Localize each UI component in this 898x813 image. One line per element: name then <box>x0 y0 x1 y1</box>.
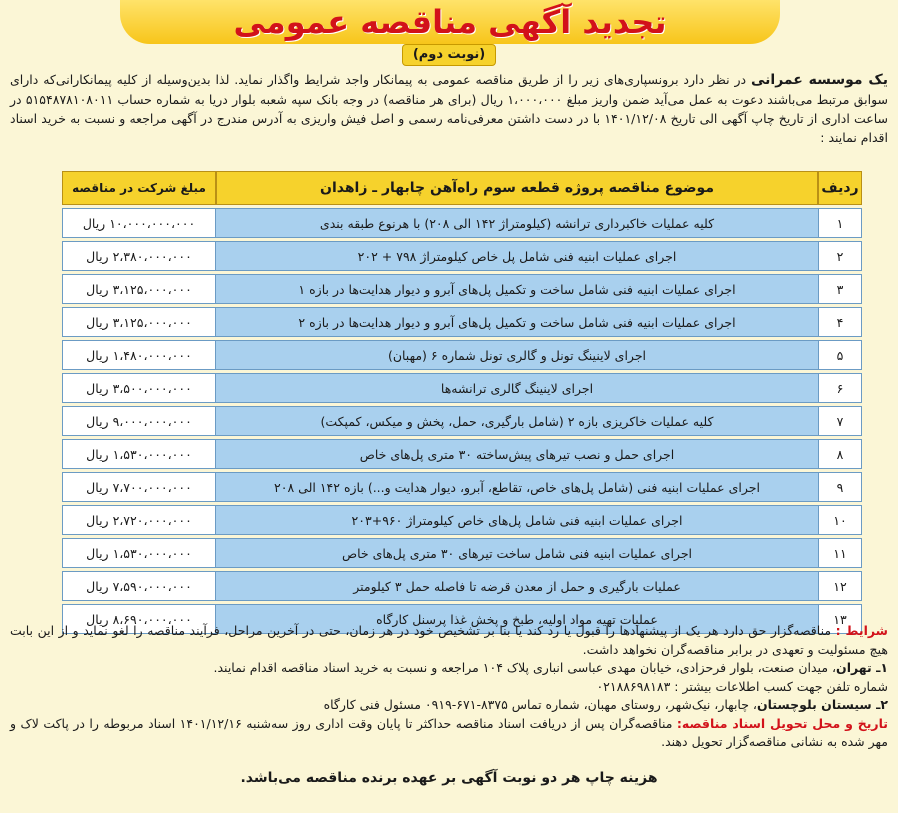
row-amount: ۱۰،۰۰۰،۰۰۰،۰۰۰ ریال <box>62 208 216 238</box>
column-header-subject: موضوع مناقصه پروژه قطعه سوم راه‌آهن چابهار ـ زاهدان <box>216 171 818 205</box>
sistan-label: ۲ـ سیستان بلوچستان <box>756 697 888 712</box>
row-subject: عملیات بارگیری و حمل از معدن قرضه تا فاصله حمل ۳ کیلومتر <box>216 571 818 601</box>
row-subject: اجرای لاینینگ گالری ترانشه‌ها <box>216 373 818 403</box>
row-subject: کلیه عملیات خاکبرداری ترانشه (کیلومتراژ ۱۴۲ الی ۲۰۸) با هرنوع طبقه بندی <box>216 208 818 238</box>
row-subject: اجرای عملیات ابنیه فنی شامل پل‌های خاص کیلومتراژ ۹۶۰+۲۰۳ <box>216 505 818 535</box>
delivery-paragraph <box>10 715 888 752</box>
row-subject: کلیه عملیات خاکریزی بازه ۲ (شامل بارگیری، حمل، پخش و میکس، کمپکت) <box>216 406 818 436</box>
row-amount: ۲،۷۲۰،۰۰۰،۰۰۰ ریال <box>62 505 216 535</box>
table-header-row <box>62 171 862 205</box>
row-number: ۲ <box>818 241 862 271</box>
table-row <box>62 241 862 271</box>
row-subject: اجرای لاینینگ تونل و گالری تونل شماره ۶ (مهبان) <box>216 340 818 370</box>
table-row <box>62 538 862 568</box>
row-amount: ۱،۵۳۰،۰۰۰،۰۰۰ ریال <box>62 439 216 469</box>
row-amount: ۳،۱۲۵،۰۰۰،۰۰۰ ریال <box>62 274 216 304</box>
table-row <box>62 439 862 469</box>
phone-line: شماره تلفن جهت کسب اطلاعات بیشتر : ۰۲۱۸۸۶۹۸۱۸۳ <box>596 678 888 694</box>
table-row <box>62 571 862 601</box>
conditions-label: شرایط : <box>835 623 888 638</box>
row-subject: عملیات تهیه مواد اولیه، طبخ و پخش غذا پرسنل کارگاه <box>216 604 818 634</box>
row-number: ۱۲ <box>818 571 862 601</box>
row-number: ۱۰ <box>818 505 862 535</box>
intro-paragraph <box>10 70 888 147</box>
row-amount: ۸،۶۹۰،۰۰۰،۰۰۰ ریال <box>62 604 216 634</box>
row-subject: اجرای عملیات ابنیه فنی شامل ساخت و تکمیل پل‌های آبرو و دیوار هدایت‌ها در بازه ۱ <box>216 274 818 304</box>
table-row <box>62 208 862 238</box>
row-number: ۶ <box>818 373 862 403</box>
row-number: ۸ <box>818 439 862 469</box>
row-amount: ۳،۵۰۰،۰۰۰،۰۰۰ ریال <box>62 373 216 403</box>
table-row <box>62 307 862 337</box>
footer-note: هزینه چاپ هر دو نوبت آگهی بر عهده برنده مناقصه می‌باشد. <box>240 770 658 786</box>
row-number: ۱۱ <box>818 538 862 568</box>
row-amount: ۷،۷۰۰،۰۰۰،۰۰۰ ریال <box>62 472 216 502</box>
row-number: ۱۳ <box>818 604 862 634</box>
row-subject: اجرای عملیات ابنیه فنی شامل پل خاص کیلومتراژ ۷۹۸ + ۲۰۲ <box>216 241 818 271</box>
row-number: ۳ <box>818 274 862 304</box>
delivery-label: تاریخ و محل تحویل اسناد مناقصه: <box>676 715 888 731</box>
conditions-text: مناقصه‌گزار حق دارد هر یک از پیشنهادها را قبول یا رد کند یا بنا بر تشخیص خود در هر زمان، حتی در آخرین مراحل، فرآیند مناقصه را لغو نماید و از این بابت هیچ مسئولیت و تعهدی در برابر مناقصه‌گران نخواهد داشت. <box>10 623 888 657</box>
tehran-label: ۱ـ تهران <box>836 660 888 675</box>
row-subject: اجرای عملیات ابنیه فنی شامل ساخت و تکمیل پل‌های آبرو و دیوار هدایت‌ها در بازه ۲ <box>216 307 818 337</box>
notice-title: تجدید آگهی مناقصه عمومی <box>233 3 667 41</box>
column-header-amount: مبلغ شرکت در مناقصه <box>62 171 216 205</box>
table-row <box>62 406 862 436</box>
row-number: ۹ <box>818 472 862 502</box>
table-row <box>62 472 862 502</box>
conditions-section <box>10 622 888 752</box>
table-row <box>62 340 862 370</box>
intro-text: در نظر دارد برونسپاری‌های زیر را از طریق مناقصه عمومی به پیمانکار واجد شرایط واگذار نماید. لذا بدین‌وسیله از کلیه پیمانکارانی‌که دارای سوابق مرتبط می‌باشند دعوت به عمل می‌آید ضمن واریز مبلغ ۱،۰۰۰،۰۰۰ ریال (برای هر مناقصه) در وجه بانک سپه شعبه بلوار دریا به شماره حساب ۵۱۵۴۸۷۸۱۰۸۰۱۱ در ساعت اداری از تاریخ چاپ آگهی الی تاریخ ۱۴۰۱/۱۲/۰۸ با در دست داشتن معرفی‌نامه رسمی و اصل فیش واریزی به آدرس مندرج در آگهی مراجعه و نسبت به خرید اسناد اقدام نمایند : <box>10 72 889 145</box>
row-number: ۵ <box>818 340 862 370</box>
row-amount: ۱،۵۳۰،۰۰۰،۰۰۰ ریال <box>62 538 216 568</box>
column-header-no: ردیف <box>818 171 862 205</box>
conditions-paragraph <box>10 622 888 659</box>
row-amount: ۷،۵۹۰،۰۰۰،۰۰۰ ریال <box>62 571 216 601</box>
round-badge: (نوبت دوم) <box>402 44 496 66</box>
organization-name: یک موسسه عمرانی <box>750 72 888 88</box>
table-row <box>62 505 862 535</box>
row-amount: ۳،۱۲۵،۰۰۰،۰۰۰ ریال <box>62 307 216 337</box>
title-banner <box>120 0 780 44</box>
sistan-text: ، چابهار، نیک‌شهر، روستای مهبان، شماره تماس ۸۳۷۵-۶۷۱-۰۹۱۹ مسئول فنی کارگاه <box>323 697 757 712</box>
row-amount: ۹،۰۰۰،۰۰۰،۰۰۰ ریال <box>62 406 216 436</box>
tehran-address <box>10 659 888 678</box>
row-subject: اجرای عملیات ابنیه فنی (شامل پل‌های خاص، تقاطع، آبرو، دیوار هدایت و...) بازه ۱۴۲ الی ۲۰۸ <box>216 472 818 502</box>
row-amount: ۱،۴۸۰،۰۰۰،۰۰۰ ریال <box>62 340 216 370</box>
row-subject: اجرای عملیات ابنیه فنی شامل ساخت تیرهای ۳۰ متری پل‌های خاص <box>216 538 818 568</box>
table-row <box>62 274 862 304</box>
row-subject: اجرای حمل و نصب تیرهای پیش‌ساخته ۳۰ متری پل‌های خاص <box>216 439 818 469</box>
delivery-text: مناقصه‌گران پس از دریافت اسناد مناقصه حداکثر تا پایان وقت اداری روز سه‌شنبه ۱۴۰۱/۱۲/۱۶ اسناد مربوطه را در پاکت لاک و مهر شده به نشانی مناقصه‌گزار تحویل دهند. <box>10 715 888 749</box>
table-row <box>62 373 862 403</box>
row-number: ۴ <box>818 307 862 337</box>
row-number: ۱ <box>818 208 862 238</box>
tehran-text: ، میدان صنعت، بلوار فرحزادی، خیابان مهدی عباسی انباری پلاک ۱۰۴ مراجعه و نسبت به خرید اسناد مناقصه اقدام نمایند. <box>213 660 837 675</box>
row-amount: ۲،۳۸۰،۰۰۰،۰۰۰ ریال <box>62 241 216 271</box>
tender-table <box>62 168 862 637</box>
row-number: ۷ <box>818 406 862 436</box>
sistan-address <box>10 696 888 715</box>
